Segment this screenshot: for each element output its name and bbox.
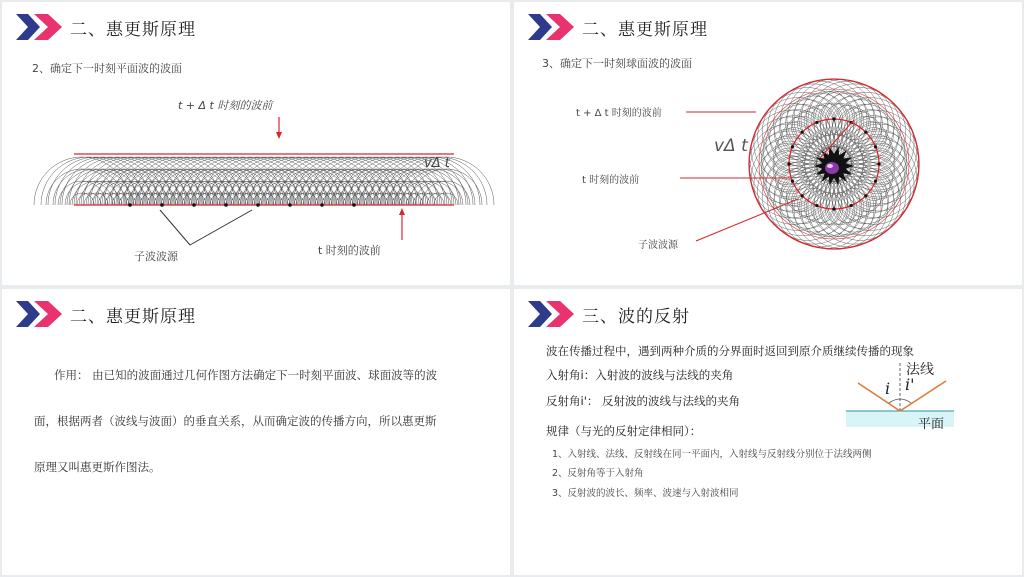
label-i-prime: i'	[905, 375, 915, 394]
rule-item: 3、反射波的波长、频率、波速与入射波相同	[552, 488, 739, 499]
chevron-logo-icon	[16, 301, 64, 327]
label-next-front: t + Δ t 时刻的波前	[576, 108, 662, 119]
label-wavelet-source: 子波波源	[134, 250, 178, 263]
slide-title: 二、惠更斯原理	[582, 20, 708, 40]
slide-title: 二、惠更斯原理	[70, 307, 196, 327]
label-plane: 平面	[918, 417, 945, 432]
label-current-front: t 时刻的波前	[318, 244, 381, 257]
paragraph-line: 原理又叫惠更斯作图法。	[34, 460, 161, 474]
paragraph-line: 面，根据两者（波线与波面）的垂直关系，从而确定波的传播方向，所以惠更斯	[34, 414, 437, 428]
paragraph-line: 作用： 由已知的波面通过几何作图方法确定下一时刻平面波、球面波等的波	[54, 368, 438, 382]
label-wavelet-source: 子波波源	[638, 240, 678, 251]
slide-spherical-wave[interactable]	[514, 2, 1022, 285]
incident-angle-text: 入射角i：入射波的波线与法线的夹角	[546, 368, 734, 382]
slide-wave-reflection[interactable]	[514, 289, 1022, 575]
rule-item: 1、入射线、法线、反射线在同一平面内，入射线与反射线分别位于法线两侧	[552, 449, 872, 460]
slide-subtitle: 3、确定下一时刻球面波的波面	[542, 57, 692, 70]
slide-title: 二、惠更斯原理	[70, 20, 196, 40]
plane-wave-diagram	[2, 2, 510, 285]
label-current-front: t 时刻的波前	[582, 175, 640, 186]
label-next-front: t + Δ t 时刻的波前	[178, 99, 273, 112]
label-i: i	[885, 379, 891, 398]
reflection-angle-text: 反射角i'： 反射波的波线与法线的夹角	[546, 394, 741, 408]
slide-title: 三、波的反射	[582, 307, 690, 327]
label-vdt: vΔ t	[424, 156, 450, 171]
label-vdt: vΔ t	[714, 136, 748, 156]
spherical-wave-diagram	[514, 2, 1022, 285]
rule-item: 2、反射角等于入射角	[552, 468, 644, 479]
rules-heading: 规律（与光的反射定律相同）：	[546, 424, 702, 438]
label-normal: 法线	[906, 362, 934, 378]
reflection-diagram	[514, 289, 1022, 575]
slide-plane-wave[interactable]	[2, 2, 510, 285]
slide-subtitle: 2、确定下一时刻平面波的波面	[32, 62, 182, 75]
definition-text: 波在传播过程中，遇到两种介质的分界面时返回到原介质继续传播的现象	[546, 344, 914, 358]
slide-huygens-text[interactable]	[2, 289, 510, 575]
